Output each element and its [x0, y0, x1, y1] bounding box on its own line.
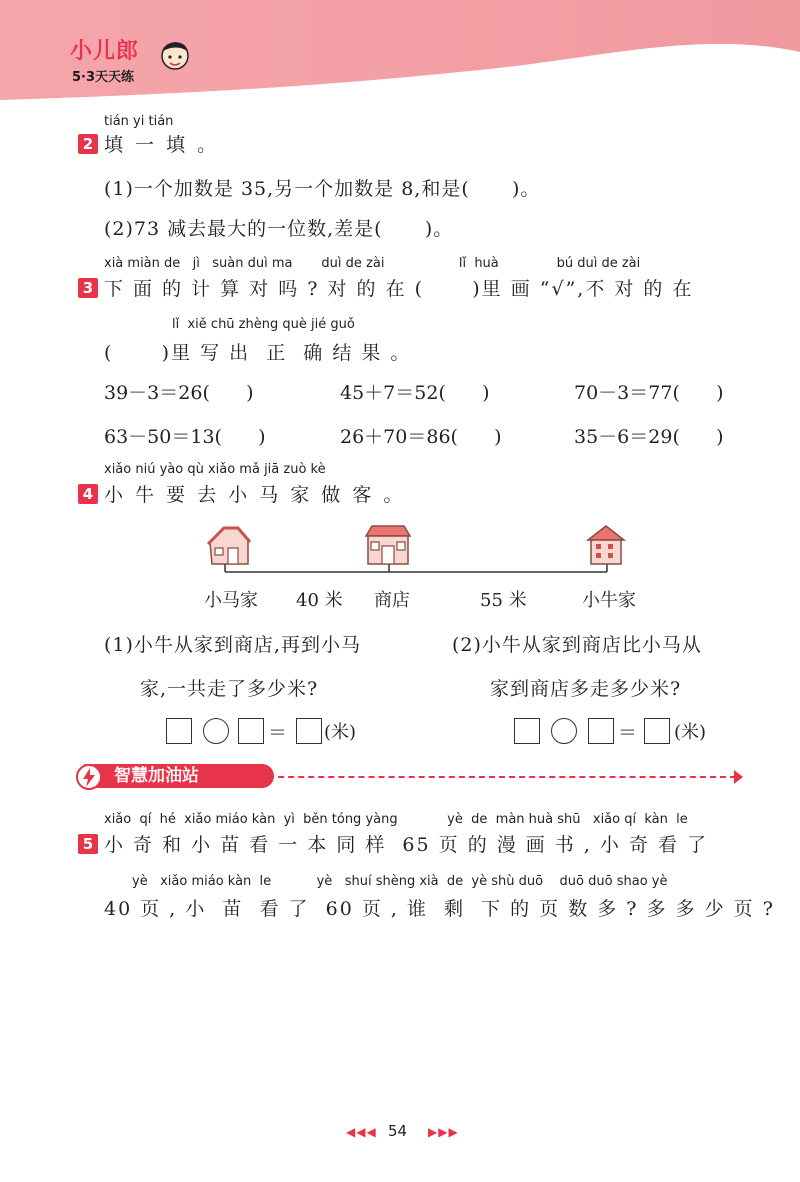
q4-sub2-line1: (2)小牛从家到商店比小马从	[452, 634, 702, 656]
cow-house-icon	[584, 522, 628, 566]
answer-box[interactable]	[644, 718, 670, 744]
q3-pinyin-2: lǐ xiě chū zhèng què jié guǒ	[172, 317, 355, 332]
shop-icon	[362, 522, 414, 566]
q3-pinyin-1: xià miàn de jì suàn duì ma duì de zài lǐ huà bú duì de zài	[104, 256, 641, 271]
distance-label: 55 米	[480, 590, 527, 611]
q3-equation: 70－3＝77( )	[574, 382, 724, 404]
q2-title: 填 一 填 。	[104, 134, 220, 156]
operator-circle[interactable]	[203, 718, 229, 744]
answer-box[interactable]	[296, 718, 322, 744]
unit-label: (米)	[674, 722, 707, 743]
logo-subtitle: 5·3天天练	[72, 70, 135, 85]
lightning-icon	[76, 764, 102, 790]
answer-box[interactable]	[238, 718, 264, 744]
logo-title: 小儿郎	[70, 39, 140, 64]
q4-sub2-line2: 家到商店多走多少米?	[490, 678, 682, 700]
banner-arrow-icon	[734, 770, 743, 784]
answer-box[interactable]	[514, 718, 540, 744]
q4-sub1-line2: 家,一共走了多少米?	[140, 678, 319, 700]
q5-number-badge: 5	[78, 834, 98, 854]
equals-sign: ＝	[618, 722, 638, 744]
unit-label: (米)	[324, 722, 357, 743]
boy-mascot-icon	[158, 36, 192, 76]
next-page-arrows-icon[interactable]: ▶▶▶	[428, 1125, 459, 1139]
answer-box[interactable]	[588, 718, 614, 744]
equals-sign: ＝	[268, 722, 288, 744]
place-shop: 商店	[374, 590, 410, 611]
page-number: 54	[388, 1122, 408, 1140]
q4-title: 小 牛 要 去 小 马 家 做 客 。	[104, 484, 406, 506]
q5-line-1: 小 奇 和 小 苗 看 一 本 同 样 65 页 的 漫 画 书 , 小 奇 看 了	[104, 834, 709, 856]
answer-box[interactable]	[166, 718, 192, 744]
place-horse-home: 小马家	[204, 590, 258, 611]
q4-pinyin: xiǎo niú yào qù xiǎo mǎ jiā zuò kè	[104, 462, 326, 477]
banner-dash-line	[248, 776, 736, 778]
q3-line-1: 下 面 的 计 算 对 吗 ? 对 的 在 ( )里 画 “√”,不 对 的 在	[104, 278, 694, 300]
q3-equation: 39－3＝26( )	[104, 382, 254, 404]
q3-equation: 26＋70＝86( )	[340, 426, 502, 448]
q3-equation: 45＋7＝52( )	[340, 382, 490, 404]
place-cow-home: 小牛家	[582, 590, 636, 611]
q4-number-badge: 4	[78, 484, 98, 504]
route-diagram	[195, 520, 635, 582]
q3-line-2: ( )里 写 出 正 确 结 果 。	[104, 342, 412, 364]
q5-line-2: 40 页 , 小 苗 看 了 60 页 , 谁 剩 下 的 页 数 多 ? 多 多 少 页 ?	[104, 898, 775, 920]
q3-equation: 63－50＝13( )	[104, 426, 266, 448]
q2-item-2: (2)73 减去最大的一位数,差是( )。	[104, 218, 454, 240]
q4-sub1-line1: (1)小牛从家到商店,再到小马	[104, 634, 361, 656]
horse-house-icon	[204, 524, 252, 566]
q2-pinyin: tián yi tián	[104, 114, 174, 129]
section-banner: 智慧加油站	[84, 764, 274, 788]
operator-circle[interactable]	[551, 718, 577, 744]
prev-page-arrows-icon[interactable]: ◀◀◀	[346, 1125, 377, 1139]
q3-equation: 35－6＝29( )	[574, 426, 724, 448]
q2-number-badge: 2	[78, 134, 98, 154]
q3-number-badge: 3	[78, 278, 98, 298]
q5-pinyin-2: yè xiǎo miáo kàn le yè shuí shèng xià de yè shù duō duō duō shao yè	[132, 874, 668, 889]
q5-pinyin-1: xiǎo qí hé xiǎo miáo kàn yì běn tóng yàng yè de màn huà shū xiǎo qí kàn le	[104, 812, 688, 827]
q2-item-1: (1)一个加数是 35,另一个加数是 8,和是( )。	[104, 178, 541, 200]
distance-label: 40 米	[296, 590, 343, 611]
